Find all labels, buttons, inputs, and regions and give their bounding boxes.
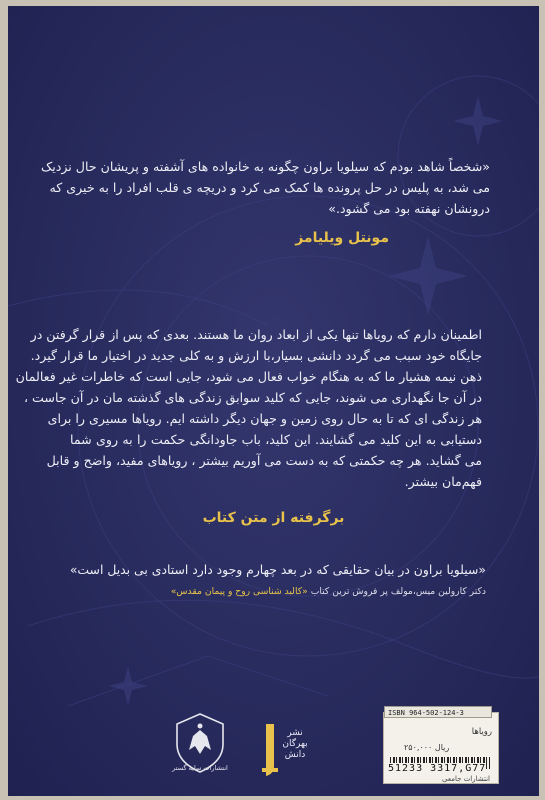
back-cover [8,6,539,796]
isbn-label: ISBN 964-502-124-3 [384,706,492,718]
excerpt-line: در آن جا نگهداری می شوند، جایی که کلید سوابق زندگی های گذشته مان در آن جاست ، [23,390,482,405]
endorsement-quote: «سیلویا براون در بیان حقایقی که در بعد چهارم وجود دارد استادی بی بدیل است» [69,562,486,577]
excerpt-line: ذهن نیمه هشیار ما که به هنگام خواب فعال می شود، جایی است که خاطرات غیر فعالمان [15,369,482,384]
endorsement-credit [70,586,486,597]
brand-line: بهرگان [282,739,308,749]
publisher-name: انتشارات سایه گستر [172,764,228,772]
excerpt-line: دستیابی به این کلید می گشایند. این کلید، باب جاودانگی حکمت را به روی شما [70,432,482,447]
brand-text [278,728,312,761]
sticker-code: 51233 3317,G77 [388,763,487,774]
testimonial-line: «شخصاً شاهد بودم که سیلویا براون چگونه به خانواده های آشفته و پریشان حال نزدیک [40,159,490,174]
excerpt-source: برگرفته از متن کتاب [202,510,345,526]
excerpt-line: اطمینان دارم که رویاها تنها یکی از ابعاد روان ما هستند. بعدی که پس از قرار گرفتن در [30,327,482,342]
brand-line: نشر [287,728,303,738]
credit-prefix: دکتر کارولین میس،مولف پر فروش ترین کتاب [310,586,486,597]
brand-line: دانش [284,750,306,760]
excerpt-line: می گشاید. هر چه حکمتی که به دست می آوریم بیشتر ، رویاهای مفید، واضح و قابل [46,453,482,468]
sticker-footer: انتشارات جامعی [442,775,490,783]
sticker-price: ۲۵۰,۰۰۰ ریال [404,743,450,752]
excerpt-paragraph [15,324,482,492]
testimonial-paragraph [40,156,490,219]
testimonial-line: درونشان نهفته بود می گشود.» [328,201,490,216]
testimonial-line: می شد، به پلیس در حل پرونده ها کمک می کرد و دریچه ی قلب افراد را به خیری که [49,180,490,195]
excerpt-line: جایگاه خود سبب می گردد دانشی بسیار،با ارزش و به کلی جدید در اختیار ما قرار گیرد. [30,348,482,363]
testimonial-author: مونتل ویلیامز [295,230,389,246]
price-sticker [383,712,499,784]
sticker-title: رویاها [471,727,492,737]
credit-book-title: «کالبد شناسی روح و پیمان مقدس» [170,586,308,597]
excerpt-line: فهم‌مان بیشتر. [404,474,482,489]
excerpt-line: هر زندگی ای که تا به حال روی زمین و جهان دیگر داشته ایم. رویاها مسیری را برای [47,411,482,426]
